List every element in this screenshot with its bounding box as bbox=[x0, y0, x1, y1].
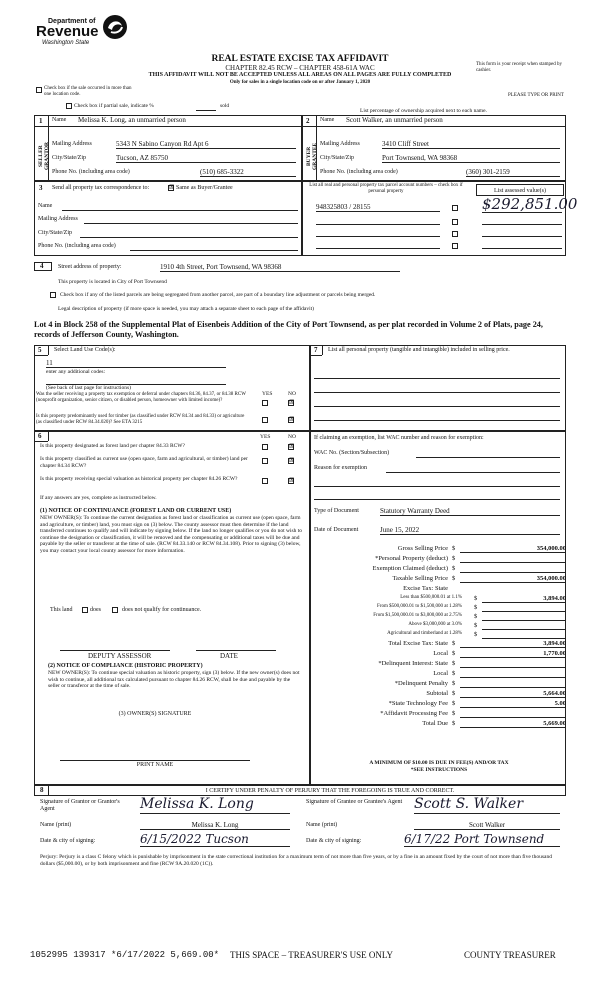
calc-tier-label-3: Above $3,000,000 at 3.0% bbox=[408, 622, 462, 627]
please-type: PLEASE TYPE OR PRINT bbox=[508, 93, 564, 98]
s5-q2-no[interactable]: ☒ bbox=[289, 417, 295, 423]
calc-total-dollar-7: $ bbox=[452, 710, 456, 717]
corr-name-label: Name bbox=[38, 203, 53, 209]
calc-tier-value-1[interactable] bbox=[482, 604, 566, 612]
s6-q2-yes[interactable] bbox=[262, 458, 268, 464]
corr-mail-label: Mailing Address bbox=[38, 216, 78, 222]
s6-q3-yes[interactable] bbox=[262, 478, 268, 484]
section6-num: 6 bbox=[38, 432, 42, 440]
buyer-phone[interactable]: (360) 301-2159 bbox=[466, 168, 560, 177]
corr-city-label: City/State/Zip bbox=[38, 230, 72, 236]
seller-city[interactable]: Tucson, AZ 85750 bbox=[116, 154, 296, 163]
buyer-city-label: City/State/Zip bbox=[320, 155, 354, 161]
calc-total-value-8[interactable]: 5,669.00 bbox=[460, 720, 566, 728]
grantee-sig-label: Signature of Grantee or Grantee's Agent bbox=[306, 799, 403, 805]
land-use-code[interactable]: 11 bbox=[46, 359, 226, 368]
calc-tier-dollar-4: $ bbox=[474, 631, 478, 638]
calc-total-label-3: Local bbox=[433, 670, 448, 677]
dor-logo bbox=[36, 14, 136, 50]
s5-q1: Was the seller receiving a property tax exemption or deferral under chapters 84.36, 84.37, or 84.38 RCW (nonprofit organization, senior citizen, or disabled person, homeowner with limited income)? bbox=[36, 392, 246, 403]
grantee-print[interactable]: Scott Walker bbox=[414, 821, 560, 830]
s5-yes-header: YES bbox=[262, 391, 273, 397]
calc-total-value-0[interactable]: 3,894.00 bbox=[460, 640, 566, 648]
grantee-date-label: Date & city of signing: bbox=[306, 838, 362, 844]
continuance-title: (1) NOTICE OF CONTINUANCE (FOREST LAND OR CURRENT USE) bbox=[40, 508, 232, 514]
see-back-note: (See back of last page for instructions) bbox=[46, 385, 131, 391]
section8-num: 8 bbox=[40, 786, 44, 794]
grantor-date-label: Date & city of signing: bbox=[40, 838, 96, 844]
calc-tier-label-4: Agricultural and timberland at 1.28% bbox=[387, 631, 462, 636]
calc-total-value-7[interactable] bbox=[460, 710, 566, 718]
calc-tier-dollar-2: $ bbox=[474, 613, 478, 620]
deputy-assessor-label: DEPUTY ASSESSOR bbox=[88, 652, 152, 660]
calc-total-label-2: *Delinquent Interest: State bbox=[378, 660, 448, 667]
calc-total-dollar-0: $ bbox=[452, 640, 456, 647]
if-yes-note: If any answers are yes, complete as instructed below. bbox=[40, 495, 157, 501]
seller-mail[interactable]: 5343 N Sabino Canyon Rd Apt 6 bbox=[116, 140, 296, 149]
calc-tier-value-0[interactable]: 3,894.00 bbox=[482, 595, 566, 603]
form-chapter: CHAPTER 82.45 RCW – CHAPTER 458-61A WAC bbox=[225, 64, 375, 72]
calc-total-value-6[interactable]: 5.00 bbox=[460, 700, 566, 708]
parcel-number[interactable]: 948325803 / 28155 bbox=[316, 203, 440, 212]
s5-no-header: NO bbox=[288, 391, 296, 397]
calc-row-value-3[interactable]: 354,000.00 bbox=[460, 575, 566, 583]
calc-total-value-5[interactable]: 5,664.00 bbox=[460, 690, 566, 698]
logo-line2: Revenue bbox=[36, 23, 99, 40]
calc-total-dollar-8: $ bbox=[452, 720, 456, 727]
owner-signature-label: (3) OWNER(S) SIGNATURE bbox=[118, 711, 192, 717]
calc-row-dollar-1: $ bbox=[452, 555, 456, 562]
street-address-label: Street address of property: bbox=[58, 264, 122, 270]
calc-total-dollar-3: $ bbox=[452, 670, 456, 677]
grantee-date[interactable]: 6/17/22 Port Townsend bbox=[404, 833, 560, 847]
calc-row-label-0: Gross Selling Price bbox=[397, 545, 448, 552]
s6-q1: Is this property designated as forest land per chapter 84.33 RCW? bbox=[40, 443, 185, 449]
segregated-checkbox[interactable] bbox=[50, 292, 56, 298]
treasurer-stamp: 1052995 139317 *6/17/2022 5,669.00* bbox=[30, 950, 220, 960]
calc-row-label-4: Excise Tax: State bbox=[403, 585, 448, 592]
calc-total-label-8: Total Due bbox=[422, 720, 448, 727]
receipt-note: This form is your receipt when stamped by cashier. bbox=[476, 62, 562, 73]
buyer-num: 2 bbox=[306, 117, 310, 125]
buyer-city[interactable]: Port Townsend, WA 98368 bbox=[382, 154, 560, 163]
section5-num: 5 bbox=[38, 346, 42, 354]
segregated-label: Check box if any of the listed parcels are being segregated from another parcel, are part of a boundary line adjustment or parcels being merged. bbox=[60, 292, 376, 298]
additional-codes-label: enter any additional codes: bbox=[46, 369, 106, 375]
calc-tier-label-2: From $1,500,000.01 to $3,000,000 at 2.75% bbox=[373, 613, 462, 618]
multi-location-checkbox[interactable] bbox=[36, 87, 42, 93]
logo-swirl-icon bbox=[102, 14, 128, 40]
calc-tier-value-2[interactable] bbox=[482, 613, 566, 621]
seller-phone-label: Phone No. (including area code) bbox=[52, 169, 130, 175]
does-checkbox[interactable] bbox=[82, 607, 88, 613]
buyer-side-label: BUYER GRANTEE bbox=[306, 142, 318, 170]
calc-tier-label-0: Less than $500,000.01 at 1.1% bbox=[400, 595, 462, 600]
seller-name-label: Name bbox=[52, 117, 67, 123]
buyer-mail[interactable]: 3410 Cliff Street bbox=[382, 140, 560, 149]
ownership-note: List percentage of ownership acquired next to each name. bbox=[360, 108, 487, 114]
calc-total-dollar-1: $ bbox=[452, 650, 456, 657]
calc-total-label-7: *Affidavit Processing Fee bbox=[380, 710, 448, 717]
reason-label: Reason for exemption bbox=[314, 465, 367, 471]
calc-total-label-6: *State Technology Fee bbox=[388, 700, 448, 707]
calc-total-dollar-5: $ bbox=[452, 690, 456, 697]
same-as-buyer-label: Same as Buyer/Grantee bbox=[176, 185, 233, 191]
grantee-print-label: Name (print) bbox=[306, 822, 338, 828]
grantor-date[interactable]: 6/15/2022 Tucson bbox=[140, 833, 290, 847]
form-title: REAL ESTATE EXCISE TAX AFFIDAVIT bbox=[211, 54, 389, 64]
calc-total-label-0: Total Excise Tax: State bbox=[388, 640, 448, 647]
buyer-name[interactable]: Scott Walker, an unmarried person bbox=[346, 116, 443, 124]
sold-label: sold bbox=[220, 103, 230, 109]
personal-property-checkbox-3[interactable] bbox=[452, 231, 458, 237]
calc-tier-value-4[interactable] bbox=[482, 631, 566, 639]
s6-q3-no[interactable]: ☒ bbox=[289, 478, 295, 484]
buyer-mail-label: Mailing Address bbox=[320, 141, 360, 147]
seller-phone[interactable]: (510) 685-3322 bbox=[200, 168, 296, 177]
minimum-note: A MINIMUM OF $10.00 IS DUE IN FEE(S) AND/OR TAX bbox=[369, 760, 509, 766]
s6-q1-yes[interactable] bbox=[262, 444, 268, 450]
partial-sale-checkbox[interactable] bbox=[66, 103, 72, 109]
this-land-label: This land bbox=[50, 607, 73, 613]
section4-num: 4 bbox=[40, 262, 44, 270]
county-treasurer: COUNTY TREASURER bbox=[464, 950, 556, 960]
grantor-signature[interactable]: Melissa K. Long bbox=[140, 796, 290, 814]
s6-q2: Is this property classified as current use (open space, farm and agricultural, or timber) land per chapter 84.34 RCW? bbox=[40, 456, 248, 469]
calc-total-label-5: Subtotal bbox=[426, 690, 448, 697]
calc-tier-dollar-0: $ bbox=[474, 595, 478, 602]
deputy-date-label: DATE bbox=[220, 652, 238, 660]
calc-row-label-1: *Personal Property (deduct) bbox=[375, 555, 448, 562]
grantor-print[interactable]: Melissa K. Long bbox=[140, 821, 290, 830]
continuance-body: NEW OWNER(S): To continue the current designation as forest land or classification as current use (open space, farm and agriculture, or timber) land, you must sign on (3) below. The county assessor must then determine if the land transferred continues to qualify and will indicate by signing below. If the land no longer qualifies or you do not wish to continue the designation or classification, it will be removed and the compensating or additional taxes will be due and payable by the seller or transferor at the time of sale. (RCW 84.33.140 or RCW 84.34.108). Prior to signing (3) below, you may contact your local county assessor for more information. bbox=[40, 515, 303, 554]
buyer-name-label: Name bbox=[320, 117, 335, 123]
same-as-buyer-checkbox[interactable]: ☒ bbox=[169, 185, 175, 191]
corr-phone-label: Phone No. (including area code) bbox=[38, 243, 116, 249]
calc-row-value-0[interactable]: 354,000.00 bbox=[460, 545, 566, 553]
calc-total-value-2[interactable] bbox=[460, 660, 566, 668]
calc-total-value-1[interactable]: 1,770.00 bbox=[460, 650, 566, 658]
seller-name[interactable]: Melissa K. Long, an unmarried person bbox=[78, 116, 186, 124]
historic-title: (2) NOTICE OF COMPLIANCE (HISTORIC PROPERTY) bbox=[48, 663, 203, 669]
calc-tier-value-3[interactable] bbox=[482, 622, 566, 630]
assessed-header: List assessed value(s) bbox=[494, 188, 546, 194]
street-address[interactable]: 1910 4th Street, Port Townsend, WA 98368 bbox=[160, 263, 400, 272]
s5-q1-yes[interactable] bbox=[262, 400, 268, 406]
print-name-label: PRINT NAME bbox=[136, 762, 174, 768]
s6-q2-no[interactable]: ☒ bbox=[289, 458, 295, 464]
logo-line1: Department of bbox=[48, 18, 96, 25]
s5-q2: Is this property predominantly used for timber (as classified under RCW 84.34 and 84.33) or agriculture (as classified under RCW 84.34.020)? See ETA 3215 bbox=[36, 414, 245, 425]
grantee-signature[interactable]: Scott S. Walker bbox=[414, 796, 560, 814]
perjury-text: Perjury: Perjury is a class C felony which is punishable by imprisonment in the state correctional institution for a maximum term of not more than five years, or by a fine in an amount fixed by the court of not more than five thousand dollars ($5,000.00), or by both imprisonment and fine (RCW 9A.20.020 (1C)). bbox=[40, 854, 552, 867]
grantor-sig-label: Signature of Grantor or Grantor's Agent bbox=[40, 799, 120, 812]
exemption-label: If claiming an exemption, list WAC number and reason for exemption: bbox=[314, 435, 484, 441]
does-label: does bbox=[90, 607, 101, 613]
section3-label: Send all property tax correspondence to: bbox=[52, 185, 150, 191]
calc-total-dollar-4: $ bbox=[452, 680, 456, 687]
historic-body: NEW OWNER(S): To continue special valuation as historic property, sign (3) below. If the new owner(s) does not wish to continue, all additional tax calculated pursuant to chapter 84.26 RCW, shall be due and payable by the seller or transferor at the time of sale. bbox=[48, 670, 300, 689]
multi-location-label: Check box if the sale occurred in more than one location code. bbox=[44, 86, 132, 97]
doc-date[interactable]: June 15, 2022 bbox=[380, 526, 560, 535]
personal-property-checkbox-1[interactable] bbox=[452, 205, 458, 211]
calc-total-dollar-6: $ bbox=[452, 700, 456, 707]
doc-type-label: Type of Document bbox=[314, 508, 359, 514]
calc-total-dollar-2: $ bbox=[452, 660, 456, 667]
logo-line3: Washington State bbox=[42, 40, 90, 46]
calc-row-value-1[interactable] bbox=[460, 555, 566, 563]
treasurer-use-only: THIS SPACE – TREASURER'S USE ONLY bbox=[230, 950, 394, 960]
section7-num: 7 bbox=[314, 346, 318, 354]
s6-q1-no[interactable]: ☒ bbox=[289, 444, 295, 450]
only-sales-note: Only for sales in a single location code on or after January 1, 2020 bbox=[229, 80, 371, 85]
personal-property-checkbox-2[interactable] bbox=[452, 219, 458, 225]
calc-total-label-4: *Delinquent Penalty bbox=[394, 680, 448, 687]
calc-tier-dollar-1: $ bbox=[474, 604, 478, 611]
buyer-phone-label: Phone No. (including area code) bbox=[320, 169, 398, 175]
does-not-checkbox[interactable] bbox=[112, 607, 118, 613]
calc-tier-dollar-3: $ bbox=[474, 622, 478, 629]
calc-tier-label-1: From $500,000.01 to $1,500,000 at 1.28% bbox=[377, 604, 462, 609]
grantor-print-label: Name (print) bbox=[40, 822, 72, 828]
s5-q2-yes[interactable] bbox=[262, 417, 268, 423]
doc-type[interactable]: Statutory Warranty Deed bbox=[380, 507, 560, 516]
does-not-label: does not qualify for continuance. bbox=[122, 607, 202, 613]
calc-row-value-2[interactable] bbox=[460, 565, 566, 573]
seller-city-label: City/State/Zip bbox=[52, 155, 86, 161]
certify-text: I CERTIFY UNDER PENALTY OF PERJURY THAT THE FOREGOING IS TRUE AND CORRECT. bbox=[205, 788, 455, 794]
personal-property-label: List all personal property (tangible and intangible) included in selling price. bbox=[328, 347, 510, 353]
calc-row-dollar-2: $ bbox=[452, 565, 456, 572]
seller-side-label: SELLER GRANTOR bbox=[38, 142, 50, 171]
section3-num: 3 bbox=[39, 184, 43, 192]
s6-q3: Is this property receiving special valuation as historical property per chapter 84.26 RCW? bbox=[40, 476, 238, 482]
s6-no-header: NO bbox=[288, 434, 296, 440]
calc-row-label-2: Exemption Claimed (deduct) bbox=[372, 565, 448, 572]
wac-label: WAC No. (Section/Subsection) bbox=[314, 450, 390, 456]
legal-note: Legal description of property (if more space is needed, you may attach a separate sheet to each page of the affidavit) bbox=[58, 306, 314, 312]
located-in: This property is located in City of Port Townsend bbox=[58, 279, 167, 285]
partial-sale-label: Check box if partial sale, indicate % bbox=[74, 103, 154, 109]
seller-num: 1 bbox=[39, 117, 43, 125]
personal-property-checkbox-4[interactable] bbox=[452, 243, 458, 249]
land-use-label: Select Land Use Code(s): bbox=[54, 347, 116, 353]
calc-row-dollar-3: $ bbox=[452, 575, 456, 582]
assessed-value[interactable]: $292,851.00 bbox=[482, 195, 578, 213]
legal-description[interactable]: Lot 4 in Block 258 of the Supplemental Plat of Eisenbeis Addition of the City of Port Townsend, as per plat recorded in Volume 2 of Plats, page 24, records of Jefferson County, Washington. bbox=[34, 320, 543, 339]
doc-date-label: Date of Document bbox=[314, 527, 359, 533]
seller-mail-label: Mailing Address bbox=[52, 141, 92, 147]
see-instructions-note: *SEE INSTRUCTIONS bbox=[410, 767, 468, 773]
s5-q1-no[interactable]: ☒ bbox=[289, 400, 295, 406]
calc-total-label-1: Local bbox=[433, 650, 448, 657]
parcel-header: List all real and personal property tax parcel account numbers – check box if personal property bbox=[309, 183, 463, 194]
s6-yes-header: YES bbox=[260, 434, 271, 440]
calc-total-value-3[interactable] bbox=[460, 670, 566, 678]
calc-total-value-4[interactable] bbox=[460, 680, 566, 688]
calc-row-dollar-0: $ bbox=[452, 545, 456, 552]
form-warning: THIS AFFIDAVIT WILL NOT BE ACCEPTED UNLESS ALL AREAS ON ALL PAGES ARE FULLY COMPLETED bbox=[148, 72, 452, 78]
calc-row-label-3: Taxable Selling Price bbox=[392, 575, 448, 582]
